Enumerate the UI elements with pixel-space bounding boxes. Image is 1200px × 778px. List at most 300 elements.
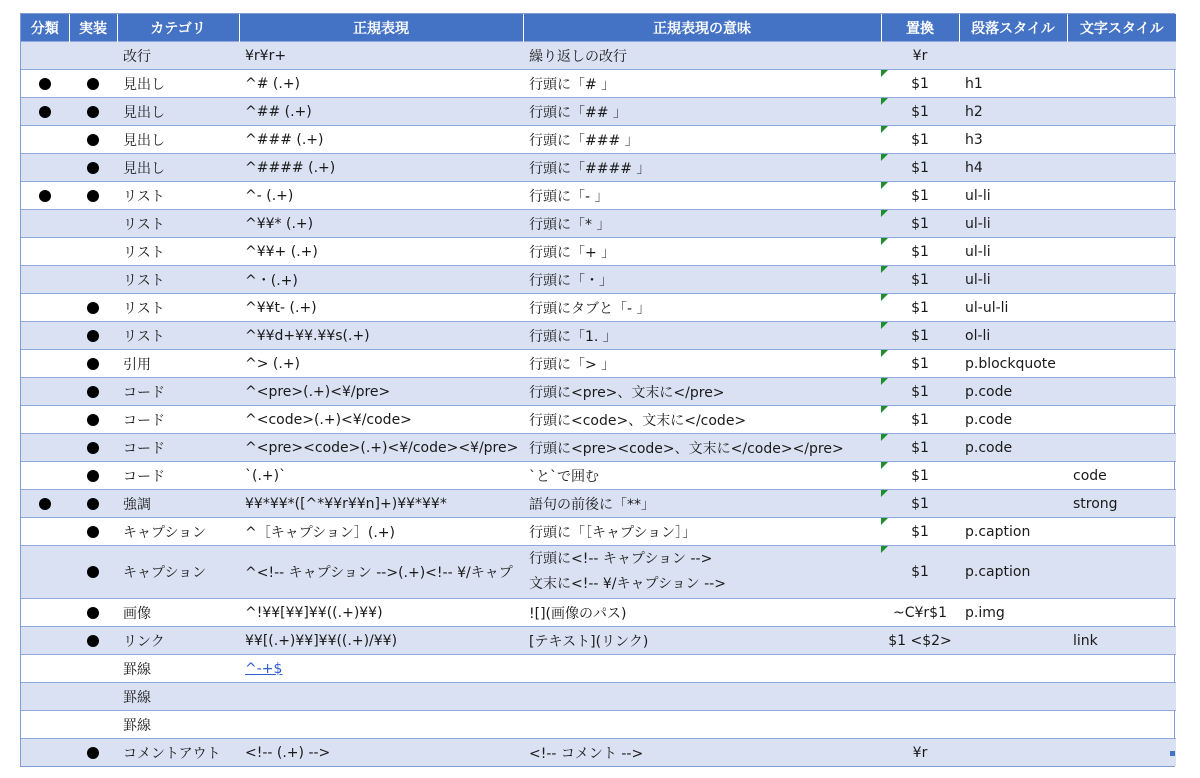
paragraph-style-text: h2	[965, 103, 983, 120]
cell-replace[interactable]	[881, 683, 959, 711]
cell-meaning[interactable]	[523, 683, 881, 711]
cell-replace[interactable]	[881, 350, 959, 378]
bullet-icon	[87, 78, 99, 90]
cell-regex[interactable]	[239, 683, 523, 711]
cell-character-style[interactable]	[1067, 627, 1176, 655]
replace-text: $1	[911, 327, 929, 344]
cell-meaning[interactable]	[523, 490, 881, 518]
cell-meaning[interactable]	[523, 126, 881, 154]
cell-regex[interactable]	[239, 378, 523, 406]
bullet-icon	[87, 330, 99, 342]
cell-bunrui[interactable]	[21, 70, 69, 98]
cell-category[interactable]	[117, 294, 239, 322]
cell-character-style[interactable]	[1067, 154, 1176, 182]
bullet-icon	[39, 498, 51, 510]
cell-category[interactable]	[117, 182, 239, 210]
cell-meaning[interactable]	[523, 154, 881, 182]
cell-regex[interactable]	[239, 42, 523, 70]
cell-replace[interactable]	[881, 70, 959, 98]
paragraph-style-text: p.caption	[965, 564, 1031, 580]
regex-text: ^・(.+)	[245, 272, 298, 289]
category-text: リスト	[123, 244, 165, 261]
cell-jisso[interactable]	[69, 599, 117, 627]
cell-character-style[interactable]	[1067, 490, 1176, 518]
cell-category[interactable]	[117, 406, 239, 434]
cell-category[interactable]	[117, 378, 239, 406]
cell-bunrui[interactable]	[21, 546, 69, 599]
header-category[interactable]: カテゴリ	[117, 14, 239, 42]
cell-bunrui[interactable]	[21, 739, 69, 767]
cell-meaning[interactable]	[523, 182, 881, 210]
cell-replace[interactable]	[881, 406, 959, 434]
table-row	[21, 739, 1176, 767]
category-text: 引用	[123, 356, 151, 373]
meaning-text-line2: 文末に<!-- ¥/キャプション -->	[529, 576, 726, 592]
cell-character-style[interactable]	[1067, 42, 1176, 70]
cell-bunrui[interactable]	[21, 238, 69, 266]
cell-paragraph-style[interactable]	[959, 518, 1067, 546]
cell-jisso[interactable]	[69, 739, 117, 767]
cell-category[interactable]	[117, 70, 239, 98]
character-style-text: link	[1073, 632, 1098, 649]
cell-character-style[interactable]	[1067, 739, 1176, 767]
cell-regex[interactable]	[239, 266, 523, 294]
cell-jisso[interactable]	[69, 210, 117, 238]
cell-bunrui[interactable]	[21, 98, 69, 126]
cell-bunrui[interactable]	[21, 518, 69, 546]
cell-bunrui[interactable]	[21, 154, 69, 182]
cell-jisso[interactable]	[69, 434, 117, 462]
cell-meaning[interactable]	[523, 627, 881, 655]
bullet-icon	[87, 414, 99, 426]
cell-regex[interactable]	[239, 739, 523, 767]
cell-replace[interactable]	[881, 98, 959, 126]
bullet-icon	[87, 607, 99, 619]
cell-replace[interactable]	[881, 711, 959, 739]
cell-regex[interactable]	[239, 70, 523, 98]
paragraph-style-text: ul-li	[965, 271, 991, 288]
cell-bunrui[interactable]	[21, 655, 69, 683]
cell-meaning[interactable]	[523, 42, 881, 70]
cell-bunrui[interactable]	[21, 350, 69, 378]
cell-category[interactable]	[117, 42, 239, 70]
cell-regex[interactable]	[239, 546, 523, 599]
cell-character-style[interactable]	[1067, 266, 1176, 294]
category-text: 見出し	[123, 76, 165, 93]
category-text: リスト	[123, 328, 165, 345]
cell-bunrui[interactable]	[21, 182, 69, 210]
cell-jisso[interactable]	[69, 182, 117, 210]
replace-text: $1	[911, 383, 929, 400]
regex-text: ^> (.+)	[245, 355, 301, 372]
cell-character-style[interactable]	[1067, 683, 1176, 711]
replace-text: $1	[911, 215, 929, 232]
table-row	[21, 599, 1176, 627]
regex-text: ^### (.+)	[245, 131, 324, 148]
cell-jisso[interactable]	[69, 42, 117, 70]
cell-regex[interactable]	[239, 126, 523, 154]
cell-paragraph-style[interactable]	[959, 434, 1067, 462]
cell-category[interactable]	[117, 683, 239, 711]
cell-jisso[interactable]	[69, 518, 117, 546]
meaning-text: `と`で囲む	[529, 468, 599, 485]
cell-jisso[interactable]	[69, 322, 117, 350]
cell-replace[interactable]	[881, 182, 959, 210]
replace-text: $1	[911, 439, 929, 456]
cell-character-style[interactable]	[1067, 238, 1176, 266]
replace-text: $1	[911, 411, 929, 428]
cell-bunrui[interactable]	[21, 266, 69, 294]
cell-replace[interactable]	[881, 210, 959, 238]
cell-category[interactable]	[117, 739, 239, 767]
cell-category[interactable]	[117, 126, 239, 154]
meaning-text: 行頭に「### 」	[529, 132, 639, 149]
cell-jisso[interactable]	[69, 711, 117, 739]
cell-paragraph-style[interactable]	[959, 683, 1067, 711]
cell-category[interactable]	[117, 154, 239, 182]
cell-meaning[interactable]	[523, 238, 881, 266]
header-regex[interactable]: 正規表現	[239, 14, 523, 42]
cell-paragraph-style[interactable]	[959, 406, 1067, 434]
table-row	[21, 294, 1176, 322]
paragraph-style-text: ol-li	[965, 327, 991, 344]
cell-paragraph-style[interactable]	[959, 42, 1067, 70]
cell-regex[interactable]	[239, 655, 523, 683]
cell-category[interactable]	[117, 210, 239, 238]
cell-meaning[interactable]	[523, 98, 881, 126]
cell-paragraph-style[interactable]	[959, 238, 1067, 266]
cell-paragraph-style[interactable]	[959, 70, 1067, 98]
cell-character-style[interactable]	[1067, 70, 1176, 98]
cell-regex[interactable]	[239, 210, 523, 238]
cell-regex[interactable]	[239, 182, 523, 210]
cell-regex[interactable]	[239, 462, 523, 490]
cell-regex[interactable]	[239, 599, 523, 627]
meaning-text: 行頭に「・」	[529, 272, 613, 289]
category-text: コメントアウト	[123, 745, 221, 762]
cell-bunrui[interactable]	[21, 683, 69, 711]
cell-meaning[interactable]	[523, 350, 881, 378]
table-row	[21, 406, 1176, 434]
category-text: 見出し	[123, 160, 165, 177]
cell-character-style[interactable]	[1067, 126, 1176, 154]
cell-bunrui[interactable]	[21, 210, 69, 238]
regex-text: ^¥¥d+¥¥.¥¥s(.+)	[245, 327, 370, 344]
cell-character-style[interactable]	[1067, 406, 1176, 434]
cell-paragraph-style[interactable]	[959, 378, 1067, 406]
bullet-icon	[87, 635, 99, 647]
cell-jisso[interactable]	[69, 266, 117, 294]
meaning-text: 繰り返しの改行	[529, 48, 627, 65]
cell-replace[interactable]	[881, 126, 959, 154]
regex-text: ^<code>(.+)<¥/code>	[245, 411, 412, 428]
cell-paragraph-style[interactable]	[959, 546, 1067, 599]
category-text: コード	[123, 468, 165, 485]
cell-meaning[interactable]	[523, 210, 881, 238]
table-row	[21, 238, 1176, 266]
cell-replace[interactable]	[881, 434, 959, 462]
cell-bunrui[interactable]	[21, 490, 69, 518]
cell-meaning[interactable]	[523, 434, 881, 462]
replace-text: $1	[911, 355, 929, 372]
cell-character-style[interactable]	[1067, 350, 1176, 378]
cell-replace[interactable]	[881, 599, 959, 627]
cell-category[interactable]	[117, 322, 239, 350]
cell-paragraph-style[interactable]	[959, 490, 1067, 518]
cell-paragraph-style[interactable]	[959, 126, 1067, 154]
cell-jisso[interactable]	[69, 683, 117, 711]
cell-character-style[interactable]	[1067, 322, 1176, 350]
cell-character-style[interactable]	[1067, 378, 1176, 406]
cell-category[interactable]	[117, 434, 239, 462]
cell-category[interactable]	[117, 350, 239, 378]
regex-text: `(.+)`	[245, 467, 287, 484]
cell-meaning[interactable]	[523, 378, 881, 406]
cell-replace[interactable]	[881, 490, 959, 518]
meaning-text: 行頭に「## 」	[529, 104, 627, 121]
cell-character-style[interactable]	[1067, 182, 1176, 210]
cell-regex[interactable]	[239, 322, 523, 350]
cell-category[interactable]	[117, 518, 239, 546]
cell-regex[interactable]	[239, 434, 523, 462]
header-replace[interactable]: 置換	[881, 14, 959, 42]
category-text: リスト	[123, 300, 165, 317]
table-resize-handle[interactable]	[1170, 751, 1175, 756]
cell-category[interactable]	[117, 711, 239, 739]
cell-replace[interactable]	[881, 378, 959, 406]
table-row	[21, 70, 1176, 98]
table-row	[21, 434, 1176, 462]
header-row	[21, 14, 1176, 42]
cell-meaning[interactable]	[523, 406, 881, 434]
cell-meaning[interactable]	[523, 739, 881, 767]
regex-table	[21, 14, 1176, 766]
category-text: 改行	[123, 48, 151, 65]
cell-regex[interactable]	[239, 238, 523, 266]
header-meaning[interactable]: 正規表現の意味	[523, 14, 881, 42]
cell-meaning[interactable]	[523, 518, 881, 546]
regex-text: <!-- (.+) -->	[245, 744, 331, 761]
cell-character-style[interactable]	[1067, 294, 1176, 322]
paragraph-style-text: h3	[965, 131, 983, 148]
cell-paragraph-style[interactable]	[959, 154, 1067, 182]
cell-character-style[interactable]	[1067, 434, 1176, 462]
category-text: 罫線	[123, 689, 151, 706]
cell-regex[interactable]	[239, 294, 523, 322]
cell-regex[interactable]	[239, 518, 523, 546]
cell-jisso[interactable]	[69, 490, 117, 518]
cell-regex[interactable]	[239, 350, 523, 378]
category-text: リスト	[123, 216, 165, 233]
cell-jisso[interactable]	[69, 98, 117, 126]
cell-bunrui[interactable]	[21, 434, 69, 462]
header-bunrui[interactable]: 分類	[21, 14, 69, 42]
category-text: 画像	[123, 605, 151, 622]
paragraph-style-text: h4	[965, 159, 983, 176]
table-row	[21, 266, 1176, 294]
category-text: コード	[123, 440, 165, 457]
cell-category[interactable]	[117, 627, 239, 655]
cell-category[interactable]	[117, 655, 239, 683]
cell-replace[interactable]	[881, 154, 959, 182]
cell-meaning[interactable]	[523, 266, 881, 294]
replace-text: $1	[911, 75, 929, 92]
cell-regex[interactable]	[239, 406, 523, 434]
meaning-text: 行頭に<pre>、文末に</pre>	[529, 384, 725, 401]
cell-meaning[interactable]	[523, 462, 881, 490]
cell-replace[interactable]	[881, 518, 959, 546]
cell-character-style[interactable]	[1067, 655, 1176, 683]
category-text: 強調	[123, 496, 151, 513]
cell-replace[interactable]	[881, 655, 959, 683]
cell-character-style[interactable]	[1067, 98, 1176, 126]
cell-paragraph-style[interactable]	[959, 627, 1067, 655]
cell-meaning[interactable]	[523, 711, 881, 739]
regex-text: ^- (.+)	[245, 187, 294, 204]
cell-regex[interactable]	[239, 154, 523, 182]
cell-jisso[interactable]	[69, 378, 117, 406]
table-row	[21, 350, 1176, 378]
cell-paragraph-style[interactable]	[959, 711, 1067, 739]
cell-jisso[interactable]	[69, 70, 117, 98]
cell-meaning[interactable]	[523, 322, 881, 350]
replace-text: $1	[911, 187, 929, 204]
cell-paragraph-style[interactable]	[959, 599, 1067, 627]
cell-regex[interactable]	[239, 711, 523, 739]
cell-jisso[interactable]	[69, 154, 117, 182]
cell-jisso[interactable]	[69, 294, 117, 322]
regex-text: ^［キャプション］(.+)	[245, 524, 395, 541]
cell-bunrui[interactable]	[21, 378, 69, 406]
meaning-text: 行頭に「1. 」	[529, 328, 617, 345]
cell-character-style[interactable]	[1067, 462, 1176, 490]
replace-text: $1	[911, 495, 929, 512]
cell-meaning[interactable]	[523, 655, 881, 683]
cell-replace[interactable]	[881, 238, 959, 266]
cell-meaning[interactable]	[523, 599, 881, 627]
cell-category[interactable]	[117, 599, 239, 627]
meaning-text: 行頭にタブと「- 」	[529, 300, 651, 317]
cell-regex[interactable]	[239, 490, 523, 518]
cell-category[interactable]	[117, 490, 239, 518]
cell-jisso[interactable]	[69, 655, 117, 683]
category-text: キャプション	[123, 565, 207, 581]
meaning-text: [テキスト](リンク)	[529, 633, 649, 650]
cell-bunrui[interactable]	[21, 627, 69, 655]
bullet-icon	[87, 566, 99, 578]
category-text: キャプション	[123, 524, 207, 541]
cell-category[interactable]	[117, 546, 239, 599]
paragraph-style-text: ul-li	[965, 187, 991, 204]
header-paragraph-style[interactable]: 段落スタイル	[959, 14, 1067, 42]
cell-paragraph-style[interactable]	[959, 98, 1067, 126]
cell-regex[interactable]	[239, 627, 523, 655]
cell-bunrui[interactable]	[21, 462, 69, 490]
cell-paragraph-style[interactable]	[959, 739, 1067, 767]
meaning-text: 行頭に<pre><code>、文末に</code></pre>	[529, 440, 844, 457]
replace-text: ~C¥r$1	[893, 604, 947, 621]
cell-character-style[interactable]	[1067, 210, 1176, 238]
cell-category[interactable]	[117, 462, 239, 490]
cell-bunrui[interactable]	[21, 322, 69, 350]
table-row	[21, 378, 1176, 406]
cell-regex[interactable]	[239, 98, 523, 126]
cell-paragraph-style[interactable]	[959, 462, 1067, 490]
header-jisso[interactable]: 実装	[69, 14, 117, 42]
cell-bunrui[interactable]	[21, 406, 69, 434]
cell-replace[interactable]	[881, 42, 959, 70]
cell-meaning[interactable]	[523, 546, 881, 599]
cell-paragraph-style[interactable]	[959, 294, 1067, 322]
bullet-icon	[87, 386, 99, 398]
cell-replace[interactable]	[881, 462, 959, 490]
cell-character-style[interactable]	[1067, 599, 1176, 627]
character-style-text: strong	[1073, 495, 1118, 512]
cell-character-style[interactable]	[1067, 518, 1176, 546]
cell-bunrui[interactable]	[21, 126, 69, 154]
regex-text: ^¥¥t- (.+)	[245, 299, 317, 316]
regex-text: ¥r¥r+	[245, 47, 287, 64]
cell-jisso[interactable]	[69, 462, 117, 490]
cell-paragraph-style[interactable]	[959, 322, 1067, 350]
cell-bunrui[interactable]	[21, 294, 69, 322]
cell-replace[interactable]	[881, 546, 959, 599]
cell-jisso[interactable]	[69, 126, 117, 154]
cell-jisso[interactable]	[69, 238, 117, 266]
bullet-icon	[87, 162, 99, 174]
cell-replace[interactable]	[881, 322, 959, 350]
cell-category[interactable]	[117, 238, 239, 266]
cell-replace[interactable]	[881, 266, 959, 294]
regex-text: ^# (.+)	[245, 75, 301, 92]
cell-jisso[interactable]	[69, 627, 117, 655]
cell-replace[interactable]	[881, 739, 959, 767]
paragraph-style-text: ul-li	[965, 215, 991, 232]
meaning-text: 行頭に「* 」	[529, 216, 611, 233]
meaning-text: 行頭に「#### 」	[529, 160, 651, 177]
spreadsheet-table	[20, 13, 1175, 767]
cell-meaning[interactable]	[523, 294, 881, 322]
cell-replace[interactable]	[881, 294, 959, 322]
cell-jisso[interactable]	[69, 546, 117, 599]
paragraph-style-text: ul-ul-li	[965, 299, 1009, 316]
cell-paragraph-style[interactable]	[959, 350, 1067, 378]
cell-paragraph-style[interactable]	[959, 182, 1067, 210]
paragraph-style-text: p.img	[965, 604, 1005, 621]
header-character-style[interactable]: 文字スタイル	[1067, 14, 1176, 42]
cell-paragraph-style[interactable]	[959, 210, 1067, 238]
cell-jisso[interactable]	[69, 406, 117, 434]
character-style-text: code	[1073, 467, 1107, 484]
cell-paragraph-style[interactable]	[959, 655, 1067, 683]
bullet-icon	[39, 190, 51, 202]
cell-character-style[interactable]	[1067, 711, 1176, 739]
table-row	[21, 546, 1176, 599]
cell-bunrui[interactable]	[21, 599, 69, 627]
cell-replace[interactable]	[881, 627, 959, 655]
regex-text: ^!¥¥[¥¥]¥¥((.+)¥¥)	[245, 604, 383, 621]
cell-bunrui[interactable]	[21, 42, 69, 70]
cell-category[interactable]	[117, 98, 239, 126]
bullet-icon	[87, 134, 99, 146]
cell-bunrui[interactable]	[21, 711, 69, 739]
cell-jisso[interactable]	[69, 350, 117, 378]
cell-paragraph-style[interactable]	[959, 266, 1067, 294]
cell-character-style[interactable]	[1067, 546, 1176, 599]
cell-category[interactable]	[117, 266, 239, 294]
replace-text: $1 <$2>	[888, 632, 952, 649]
cell-meaning[interactable]	[523, 70, 881, 98]
